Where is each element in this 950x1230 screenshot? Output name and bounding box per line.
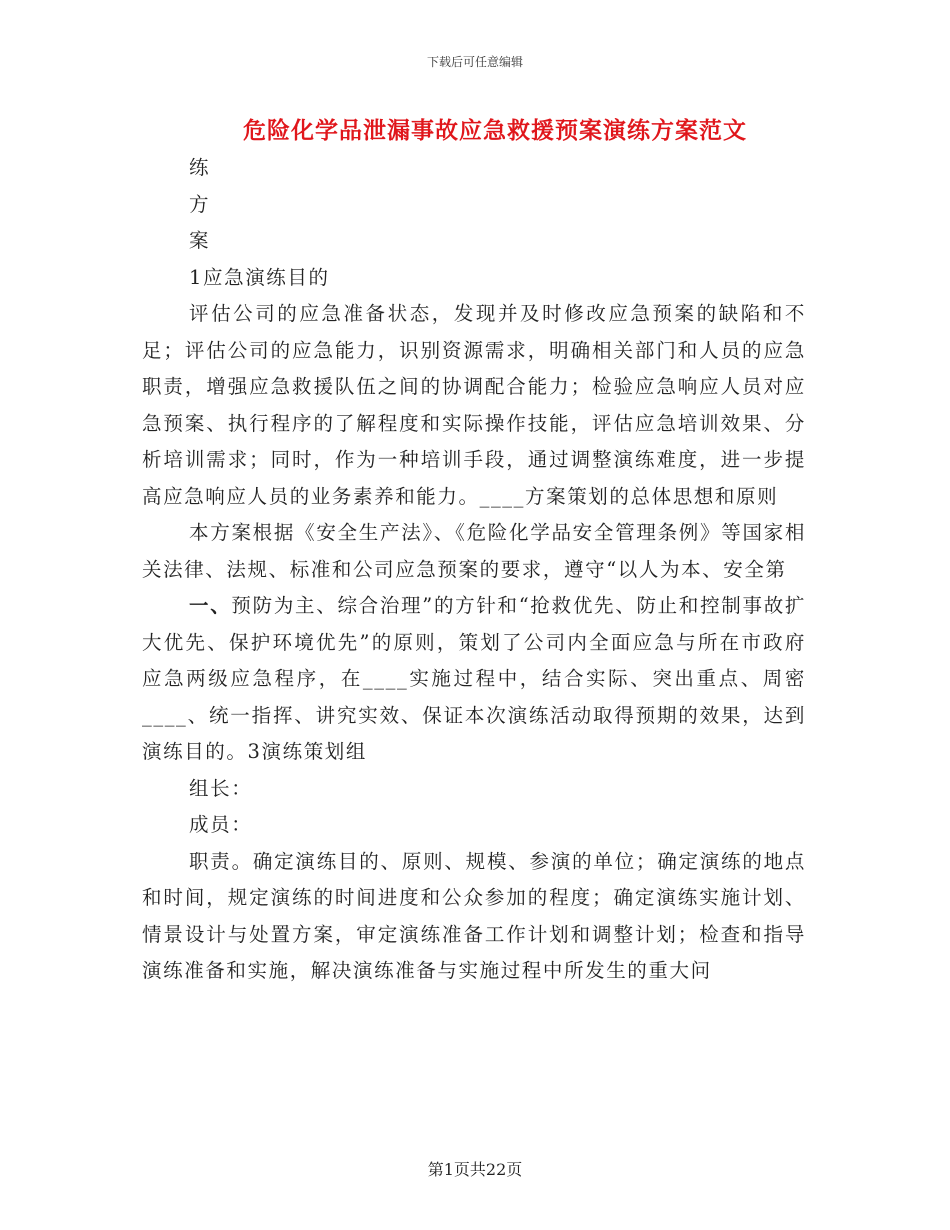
paragraph-policy [142,588,806,771]
document-title: 危险化学品泄漏事故应急救援预案演练方案范文 [243,117,747,144]
paragraph-duties: 职责。确定演练目的、原则、规模、参演的单位；确定演练的地点和时间，规定演练的时间进度和公众参加的程度；确定演练实施计划、情景设计与处置方案，审定演练准备工作计划和调整计划；检查和指导演练准备和实施，解决演练准备与实施过程中所发生的重大问 [142,849,806,982]
paragraph-char-lian: 练 [189,156,211,179]
page-number: 第1页共22页 [427,1160,523,1179]
paragraph-principles: 本方案根据《安全生产法》、《危险化学品安全管理条例》等国家相关法律、法规、标准和公司应急预案的要求，遵守“以人为本、安全第 [142,521,806,581]
section-heading-purpose: 1应急演练目的 [189,265,330,289]
paragraph-policy-text: 预防为主、综合治理”的方针和“抢救优先、防止和控制事故扩大优先、保护环境优先”的原则，策划了公司内全面应急与所在市政府应急两级应急程序，在____实施过程中，结合实际、突出重点、周密____、统一指挥、讲究实效、保证本次演练活动取得预期的效果，达到演练目的。3演练策划组 [142,594,806,763]
paragraph-char-an: 案 [189,229,211,252]
paragraph-char-fang: 方 [189,192,211,216]
paragraph-leader: 组长： [189,776,253,800]
paragraph-members: 成员： [189,813,253,836]
header-note: 下载后可任意编辑 [426,55,523,69]
paragraph-purpose: 评估公司的应急准备状态，发现并及时修改应急预案的缺陷和不足；评估公司的应急能力，识别资源需求，明确相关部门和人员的应急职责，增强应急救援队伍之间的协调配合能力；检验应急响应人员对应急预案、执行程序的了解程度和实际操作技能，评估应急培训效果、分析培训需求；同时，作为一种培训手段，通过调整演练难度，进一步提高应急响应人员的业务素养和能力。____方案策划的总体思想和原则 [142,302,806,508]
list-marker-one: 一、 [189,594,232,617]
document-body [142,150,806,990]
